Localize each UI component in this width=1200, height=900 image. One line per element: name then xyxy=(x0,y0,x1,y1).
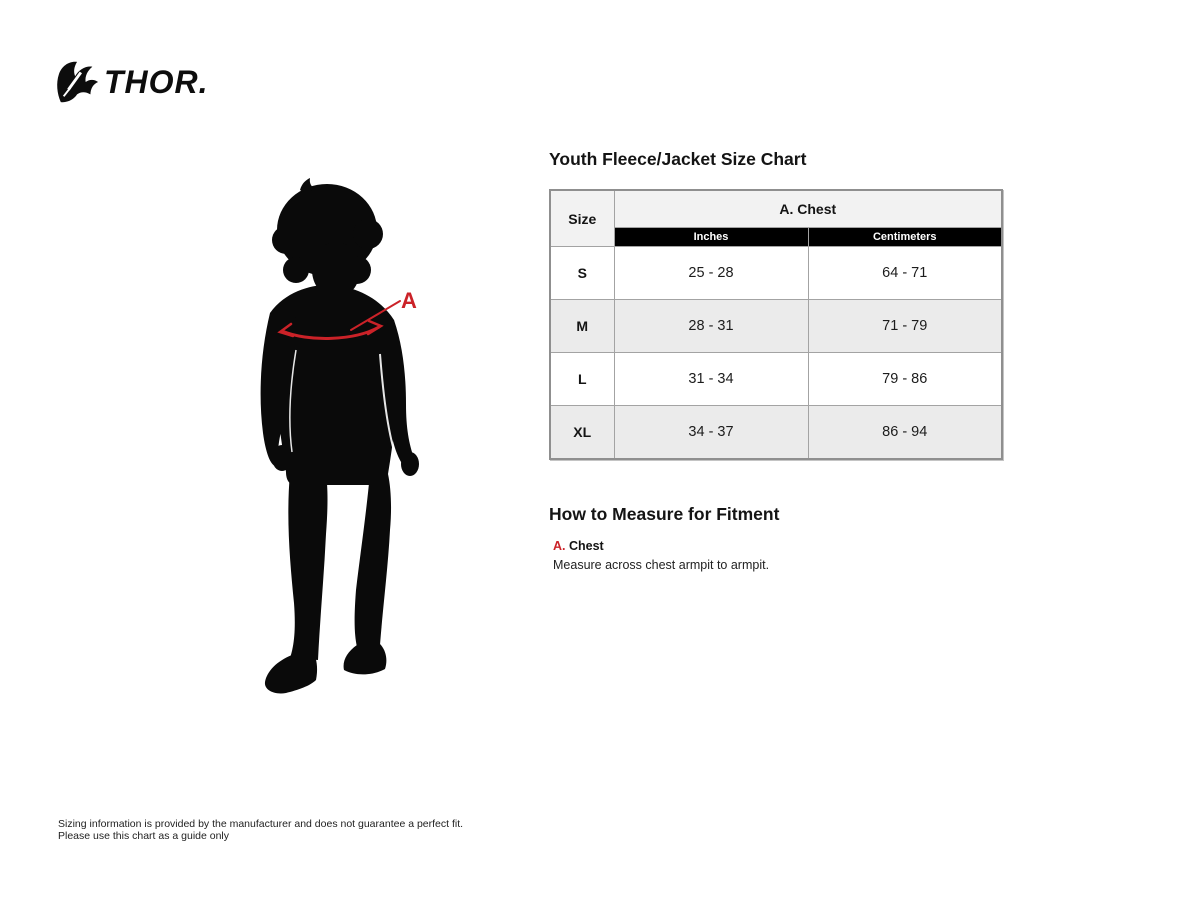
sizing-disclaimer xyxy=(58,818,463,842)
measure-item-description: Measure across chest armpit to armpit. xyxy=(553,558,770,572)
table-row xyxy=(550,300,1002,353)
thor-logo xyxy=(56,58,209,106)
table-header-row xyxy=(550,190,1002,228)
centimeters-value: 71 - 79 xyxy=(808,300,1002,353)
measurement-figure xyxy=(230,178,430,708)
measure-item-letter: A. xyxy=(553,539,566,553)
disclaimer-line: Sizing information is provided by the manufacturer and does not guarantee a perfect fit. xyxy=(58,818,464,830)
table-row xyxy=(550,247,1002,300)
inches-value: 25 - 28 xyxy=(614,247,808,300)
measure-item-label: Chest xyxy=(568,539,604,553)
size-cell: XL xyxy=(550,406,614,459)
size-cell: S xyxy=(550,247,614,300)
chest-group-header: A. Chest xyxy=(614,190,1002,228)
table-row xyxy=(550,353,1002,406)
size-chart-title: Youth Fleece/Jacket Size Chart xyxy=(549,149,807,169)
chest-annotation-label: A xyxy=(401,288,417,313)
measure-guide-item xyxy=(553,539,769,572)
inches-value: 34 - 37 xyxy=(614,406,808,459)
measure-guide-title: How to Measure for Fitment xyxy=(549,504,780,524)
centimeters-column-header: Centimeters xyxy=(808,228,1002,247)
inches-column-header: Inches xyxy=(614,228,808,247)
brand-wordmark: THOR. xyxy=(104,64,209,100)
size-cell: L xyxy=(550,353,614,406)
size-chart-table xyxy=(549,189,1003,460)
centimeters-value: 79 - 86 xyxy=(808,353,1002,406)
child-silhouette-figure xyxy=(230,178,430,708)
table-row xyxy=(550,406,1002,459)
centimeters-value: 64 - 71 xyxy=(808,247,1002,300)
measure-item-heading xyxy=(553,539,769,553)
inches-value: 31 - 34 xyxy=(614,353,808,406)
size-cell: M xyxy=(550,300,614,353)
table-unit-row xyxy=(550,228,1002,247)
size-column-header: Size xyxy=(550,190,614,247)
thor-horns-icon xyxy=(56,59,100,105)
inches-value: 28 - 31 xyxy=(614,300,808,353)
disclaimer-line: Please use this chart as a guide only xyxy=(58,830,230,842)
centimeters-value: 86 - 94 xyxy=(808,406,1002,459)
